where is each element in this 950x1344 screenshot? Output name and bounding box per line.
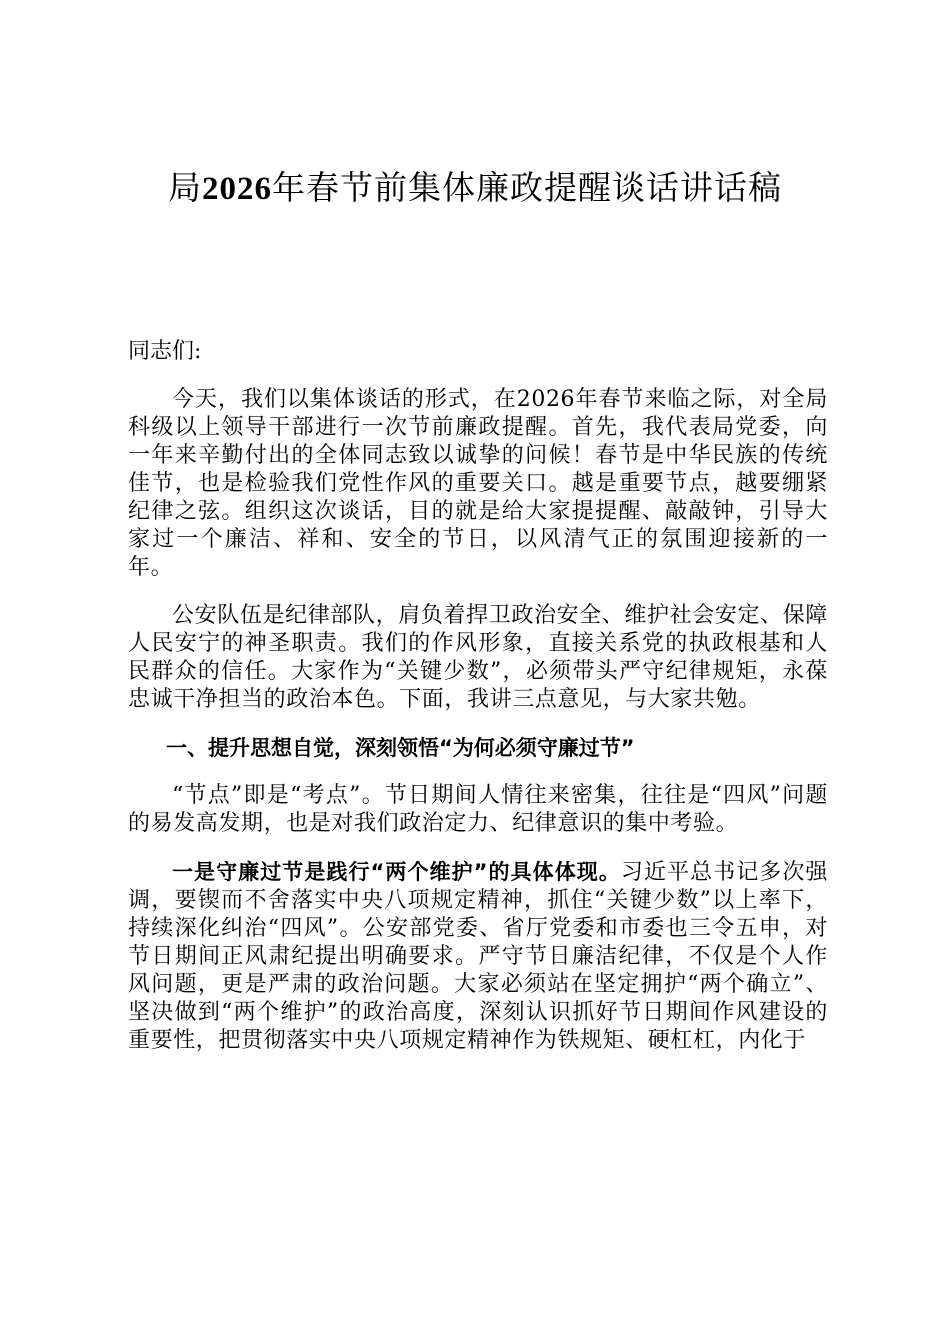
section-heading-1: 一、提升思想自觉，深刻领悟“为何必须守廉过节”	[166, 736, 635, 760]
paragraph-opening: 今天，我们以集体谈话的形式，在2026年春节来临之际，对全局科级以上领导干部进行一次节前廉政提醒。首先，我代表局党委，向一年来辛勤付出的全体同志致以诚挚的问候！春节是中华民族的传统佳节，也是检验我们党性作风的重要关口。越是重要节点，越要绷紧纪律之弦。组织这次谈话，目的就是给大家提提醒、敲敲钟，引导大家过一个廉洁、祥和、安全的节日，以风清气正的氛围迎接新的一年。	[128, 387, 828, 580]
title-suffix: 年春节前集体廉政提醒谈话讲话稿	[272, 168, 782, 207]
document-body	[128, 338, 828, 1075]
point-one-paragraph	[128, 858, 828, 1055]
point-one-text: 习近平总书记多次强调，要锲而不舍落实中央八项规定精神，抓住“关键少数”以上率下，持续深化纠治“四风”。公安部党委、省厅党委和市委也三令五申，对节日期间正风肃纪提出明确要求。严守节日廉洁纪律，不仅是个人作风问题，更是严肃的政治问题。大家必须站在坚定拥护“两个确立”、坚决做到“两个维护”的政治高度，深刻认识抓好节日期间作风建设的重要性，把贯彻落实中央八项规定精神作为铁规矩、硬杠杠，内化于	[128, 860, 829, 1053]
title-prefix: 局	[168, 168, 202, 207]
greeting: 同志们:	[128, 339, 202, 364]
document-title	[0, 166, 950, 211]
point-one-lead: 一是守廉过节是践行“两个维护”的具体体现。	[172, 860, 621, 884]
section-intro: “节点”即是“考点”。节日期间人情往来密集，往往是“四风”问题的易发高发期，也是对我们政治定力、纪律意识的集中考验。	[128, 783, 828, 836]
paragraph-duty: 公安队伍是纪律部队，肩负着捍卫政治安全、维护社会安定、保障人民安宁的神圣职责。我们的作风形象，直接关系党的执政根基和人民群众的信任。大家作为“关键少数”，必须带头严守纪律规矩，永葆忠诚干净担当的政治本色。下面，我讲三点意见，与大家共勉。	[128, 603, 828, 712]
title-year: 2026	[202, 171, 272, 207]
